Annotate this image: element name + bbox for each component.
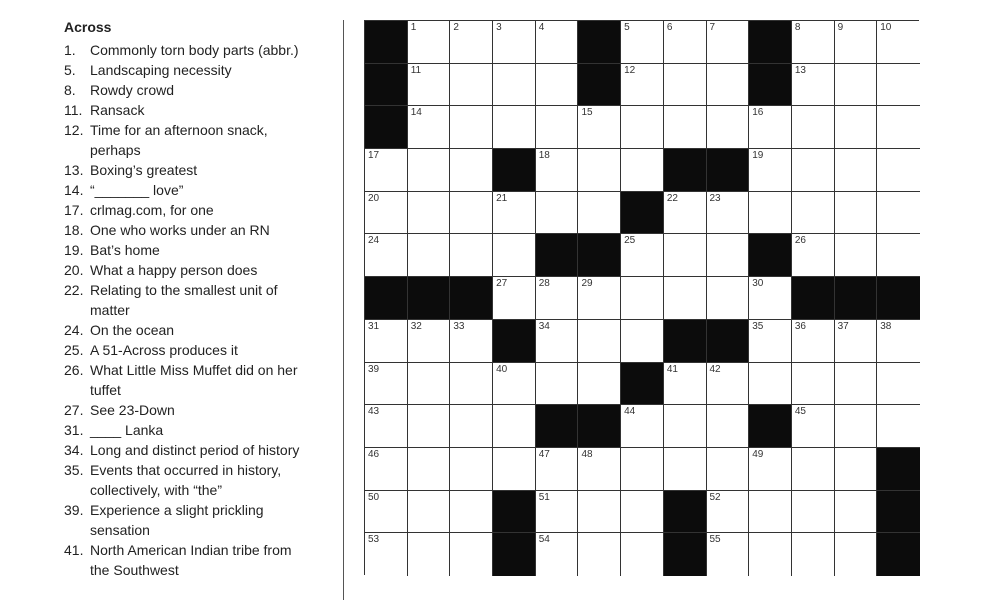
clue-text: On the ocean	[90, 322, 175, 338]
black-square	[664, 533, 707, 576]
grid-cell[interactable]	[408, 405, 451, 448]
clue-text: Bat’s home	[90, 242, 160, 258]
clue-number: 1.	[64, 42, 76, 58]
grid-cell[interactable]	[536, 106, 579, 149]
grid-cell[interactable]	[493, 277, 536, 320]
across-clue[interactable]	[64, 360, 334, 400]
clue-number: 18.	[64, 222, 84, 238]
black-square	[621, 192, 664, 235]
black-square	[621, 363, 664, 406]
black-square	[493, 320, 536, 363]
grid-cell[interactable]	[877, 234, 920, 277]
grid-cell[interactable]	[408, 320, 451, 363]
grid-cell[interactable]	[408, 192, 451, 235]
grid-cell[interactable]	[835, 234, 878, 277]
grid-cell[interactable]	[578, 192, 621, 235]
grid-cell[interactable]	[536, 192, 579, 235]
cell-number: 54	[538, 534, 550, 546]
grid-cell[interactable]	[749, 448, 792, 491]
grid-cell[interactable]	[450, 405, 493, 448]
grid-cell[interactable]	[365, 320, 408, 363]
cell-number: 9	[837, 22, 844, 33]
clue-number: 24.	[64, 322, 84, 338]
across-clue[interactable]	[64, 340, 334, 360]
grid-cell[interactable]	[664, 448, 707, 491]
grid-cell[interactable]	[365, 448, 408, 491]
grid-cell[interactable]	[749, 320, 792, 363]
grid-cell[interactable]	[578, 448, 621, 491]
black-square	[536, 234, 579, 277]
black-square	[749, 234, 792, 277]
grid-cell[interactable]	[536, 363, 579, 406]
black-square	[707, 149, 750, 192]
grid-cell[interactable]	[493, 234, 536, 277]
cell-number: 10	[880, 22, 892, 33]
grid-cell[interactable]	[621, 149, 664, 192]
across-clue[interactable]	[64, 420, 334, 440]
grid-cell[interactable]	[664, 277, 707, 320]
across-clue[interactable]	[64, 320, 334, 340]
grid-cell[interactable]	[536, 149, 579, 192]
grid-cell[interactable]	[835, 106, 878, 149]
across-clue[interactable]	[64, 220, 334, 240]
clue-number: 13.	[64, 162, 84, 178]
grid-cell[interactable]	[877, 192, 920, 235]
cell-number: 21	[496, 192, 508, 204]
grid-cell[interactable]	[835, 448, 878, 491]
grid-cell[interactable]	[450, 320, 493, 363]
grid-cell[interactable]	[835, 533, 878, 576]
clue-number: 31.	[64, 422, 84, 438]
grid-cell[interactable]	[792, 21, 835, 64]
grid-cell[interactable]	[450, 533, 493, 576]
grid-cell[interactable]	[835, 192, 878, 235]
grid-cell[interactable]	[493, 192, 536, 235]
cell-number: 22	[666, 192, 678, 204]
grid-cell[interactable]	[877, 106, 920, 149]
grid-cell[interactable]	[621, 491, 664, 534]
cell-number: 43	[368, 406, 380, 418]
cell-number: 52	[709, 491, 721, 503]
black-square	[536, 405, 579, 448]
cell-number: 17	[368, 150, 380, 162]
grid-cell[interactable]	[493, 21, 536, 64]
grid-cell[interactable]	[664, 405, 707, 448]
grid-cell[interactable]	[877, 320, 920, 363]
cell-number: 28	[538, 278, 550, 290]
across-heading: Across	[64, 19, 112, 35]
across-clue[interactable]	[64, 80, 334, 100]
clue-number: 14.	[64, 182, 84, 198]
grid-cell[interactable]	[707, 106, 750, 149]
black-square	[749, 21, 792, 64]
cell-number: 14	[410, 107, 422, 119]
grid-cell[interactable]	[792, 533, 835, 576]
clue-text: Rowdy crowd	[90, 82, 175, 98]
black-square	[578, 234, 621, 277]
cell-number: 13	[794, 64, 806, 76]
clue-text: A 51-Across produces it	[90, 342, 238, 358]
grid-cell[interactable]	[792, 448, 835, 491]
grid-cell[interactable]	[408, 234, 451, 277]
grid-cell[interactable]	[835, 64, 878, 107]
grid-cell[interactable]	[877, 149, 920, 192]
clue-text: See 23-Down	[90, 402, 175, 418]
grid-cell[interactable]	[365, 363, 408, 406]
clue-number: 22.	[64, 282, 84, 298]
grid-cell[interactable]	[536, 320, 579, 363]
grid-cell[interactable]	[450, 448, 493, 491]
grid-cell[interactable]	[749, 363, 792, 406]
clue-number: 8.	[64, 82, 76, 98]
grid-cell[interactable]	[749, 192, 792, 235]
grid-cell[interactable]	[877, 21, 920, 64]
across-clue[interactable]	[64, 460, 334, 500]
across-clues-panel	[64, 18, 334, 580]
clue-text: crlmag.com, for one	[90, 202, 214, 218]
grid-cell[interactable]	[749, 277, 792, 320]
black-square	[792, 277, 835, 320]
black-square	[877, 533, 920, 576]
grid-cell[interactable]	[408, 448, 451, 491]
grid-cell[interactable]	[664, 21, 707, 64]
across-clue[interactable]	[64, 40, 334, 60]
clue-number: 20.	[64, 262, 84, 278]
black-square	[450, 277, 493, 320]
grid-cell[interactable]	[536, 533, 579, 576]
black-square	[578, 64, 621, 107]
cell-number: 38	[880, 320, 892, 332]
grid-cell[interactable]	[792, 149, 835, 192]
grid-cell[interactable]	[450, 21, 493, 64]
grid-cell[interactable]	[621, 320, 664, 363]
grid-cell[interactable]	[749, 533, 792, 576]
cell-number: 16	[752, 107, 764, 119]
across-clue[interactable]	[64, 240, 334, 260]
black-square	[365, 21, 408, 64]
grid-cell[interactable]	[835, 21, 878, 64]
grid-cell[interactable]	[749, 491, 792, 534]
black-square	[877, 448, 920, 491]
black-square	[877, 277, 920, 320]
grid-cell[interactable]	[450, 106, 493, 149]
cell-number: 55	[709, 534, 721, 546]
clue-text: Time for an afternoon snack, perhaps	[90, 122, 268, 158]
cell-number: 47	[538, 448, 550, 460]
grid-cell[interactable]	[707, 405, 750, 448]
grid-cell[interactable]	[621, 405, 664, 448]
across-clue[interactable]	[64, 540, 334, 580]
grid-cell[interactable]	[621, 64, 664, 107]
grid-cell[interactable]	[493, 106, 536, 149]
black-square	[578, 21, 621, 64]
across-clue[interactable]	[64, 160, 334, 180]
clue-number: 17.	[64, 202, 84, 218]
grid-cell[interactable]	[621, 106, 664, 149]
cell-number: 41	[666, 363, 678, 375]
cell-number: 4	[538, 22, 545, 33]
grid-cell[interactable]	[450, 491, 493, 534]
grid-cell[interactable]	[578, 533, 621, 576]
clue-number: 5.	[64, 62, 76, 78]
crossword-grid	[364, 20, 919, 575]
grid-cell[interactable]	[792, 405, 835, 448]
grid-cell[interactable]	[365, 149, 408, 192]
grid-cell[interactable]	[877, 64, 920, 107]
clue-text: Events that occurred in history, collectively, with “the”	[90, 462, 282, 498]
grid-cell[interactable]	[664, 64, 707, 107]
cell-number: 25	[624, 235, 636, 247]
grid-cell[interactable]	[408, 363, 451, 406]
cell-number: 40	[496, 363, 508, 375]
grid-cell[interactable]	[578, 277, 621, 320]
grid-cell[interactable]	[835, 363, 878, 406]
grid-cell[interactable]	[707, 363, 750, 406]
grid-cell[interactable]	[792, 491, 835, 534]
black-square	[365, 106, 408, 149]
grid-cell[interactable]	[536, 64, 579, 107]
grid-cell[interactable]	[877, 405, 920, 448]
grid-cell[interactable]	[493, 448, 536, 491]
cell-number: 33	[453, 320, 465, 332]
grid-cell[interactable]	[450, 149, 493, 192]
cell-number: 30	[752, 278, 764, 290]
across-clue[interactable]	[64, 120, 334, 160]
clue-text: “_______ love”	[90, 182, 184, 198]
grid-cell[interactable]	[621, 234, 664, 277]
grid-cell[interactable]	[621, 277, 664, 320]
black-square	[749, 64, 792, 107]
across-clue-list	[64, 40, 334, 580]
grid-cell[interactable]	[835, 320, 878, 363]
grid-cell[interactable]	[408, 21, 451, 64]
cell-number: 36	[794, 320, 806, 332]
cell-number: 34	[538, 320, 550, 332]
black-square	[664, 149, 707, 192]
cell-number: 42	[709, 363, 721, 375]
clue-number: 39.	[64, 502, 84, 518]
black-square	[493, 491, 536, 534]
grid-cell[interactable]	[365, 234, 408, 277]
cell-number: 31	[368, 320, 380, 332]
clue-text: What Little Miss Muffet did on her tuffet	[90, 362, 298, 398]
black-square	[664, 320, 707, 363]
across-clue[interactable]	[64, 440, 334, 460]
clue-text: Relating to the smallest unit of matter	[90, 282, 278, 318]
clue-text: Commonly torn body parts (abbr.)	[90, 42, 299, 58]
grid-cell[interactable]	[835, 405, 878, 448]
grid-cell[interactable]	[450, 192, 493, 235]
cell-number: 24	[368, 235, 380, 247]
clue-text: Boxing’s greatest	[90, 162, 198, 178]
black-square	[493, 533, 536, 576]
grid-cell[interactable]	[835, 491, 878, 534]
grid-cell[interactable]	[578, 363, 621, 406]
cell-number: 51	[538, 491, 550, 503]
grid-cell[interactable]	[621, 21, 664, 64]
clue-number: 12.	[64, 122, 84, 138]
grid-cell[interactable]	[365, 192, 408, 235]
cell-number: 32	[410, 320, 422, 332]
clue-text: Experience a slight prickling sensation	[90, 502, 264, 538]
grid-cell[interactable]	[707, 64, 750, 107]
grid-cell[interactable]	[707, 234, 750, 277]
clue-text: North American Indian tribe from the Southwest	[90, 542, 292, 578]
panel-divider	[343, 20, 344, 600]
clue-number: 35.	[64, 462, 84, 478]
black-square	[877, 491, 920, 534]
cell-number: 7	[709, 22, 716, 33]
grid-cell[interactable]	[792, 106, 835, 149]
grid-cell[interactable]	[664, 363, 707, 406]
grid-cell[interactable]	[664, 234, 707, 277]
grid-cell[interactable]	[707, 192, 750, 235]
cell-number: 50	[368, 491, 380, 503]
cell-number: 11	[410, 64, 422, 76]
black-square	[365, 64, 408, 107]
cell-number: 49	[752, 448, 764, 460]
cell-number: 37	[837, 320, 849, 332]
clue-text: ____ Lanka	[90, 422, 164, 438]
cell-number: 48	[581, 448, 593, 460]
grid-cell[interactable]	[408, 64, 451, 107]
cell-number: 29	[581, 278, 593, 290]
cell-number: 44	[624, 406, 636, 418]
grid-cell[interactable]	[835, 149, 878, 192]
grid-cell[interactable]	[408, 533, 451, 576]
across-clue[interactable]	[64, 180, 334, 200]
cell-number: 15	[581, 107, 593, 119]
grid-cell[interactable]	[365, 533, 408, 576]
grid-cell[interactable]	[408, 491, 451, 534]
across-clue[interactable]	[64, 280, 334, 320]
grid-cell[interactable]	[749, 106, 792, 149]
clue-number: 19.	[64, 242, 84, 258]
across-clue[interactable]	[64, 60, 334, 80]
black-square	[408, 277, 451, 320]
grid-cell[interactable]	[792, 192, 835, 235]
clue-number: 41.	[64, 542, 84, 558]
grid-cell[interactable]	[450, 363, 493, 406]
grid-cell[interactable]	[493, 405, 536, 448]
clue-text: What a happy person does	[90, 262, 258, 278]
grid-cell[interactable]	[707, 448, 750, 491]
cell-number: 53	[368, 534, 380, 546]
grid-cell[interactable]	[536, 21, 579, 64]
grid-cell[interactable]	[493, 64, 536, 107]
grid-cell[interactable]	[578, 149, 621, 192]
grid-cell[interactable]	[707, 21, 750, 64]
across-clue[interactable]	[64, 100, 334, 120]
cell-number: 46	[368, 448, 380, 460]
cell-number: 45	[794, 406, 806, 418]
grid-cell[interactable]	[408, 149, 451, 192]
grid-cell[interactable]	[621, 448, 664, 491]
cell-number: 26	[794, 235, 806, 247]
clue-text: Ransack	[90, 102, 145, 118]
cell-number: 5	[624, 22, 630, 33]
grid-cell[interactable]	[707, 491, 750, 534]
cell-number: 1	[410, 22, 417, 33]
grid-cell[interactable]	[450, 64, 493, 107]
cell-number: 2	[453, 22, 459, 33]
across-clue[interactable]	[64, 260, 334, 280]
black-square	[493, 149, 536, 192]
grid-cell[interactable]	[877, 363, 920, 406]
grid-cell[interactable]	[664, 106, 707, 149]
across-clue[interactable]	[64, 500, 334, 540]
clue-number: 26.	[64, 362, 84, 378]
black-square	[749, 405, 792, 448]
grid-cell[interactable]	[707, 533, 750, 576]
black-square	[365, 277, 408, 320]
clue-number: 25.	[64, 342, 84, 358]
clue-text: One who works under an RN	[90, 222, 270, 238]
grid-cell[interactable]	[365, 491, 408, 534]
cell-number: 35	[752, 320, 764, 332]
grid-cell[interactable]	[536, 277, 579, 320]
clue-number: 11.	[64, 102, 83, 118]
black-square	[664, 491, 707, 534]
grid-cell[interactable]	[792, 234, 835, 277]
grid-cell[interactable]	[408, 106, 451, 149]
clue-text: Long and distinct period of history	[90, 442, 300, 458]
black-square	[835, 277, 878, 320]
black-square	[578, 405, 621, 448]
clue-number: 34.	[64, 442, 84, 458]
cell-number: 8	[794, 22, 801, 33]
clue-number: 27.	[64, 402, 84, 418]
cell-number: 6	[666, 22, 673, 33]
cell-number: 39	[368, 363, 380, 375]
grid-cell[interactable]	[664, 192, 707, 235]
grid-cell[interactable]	[749, 149, 792, 192]
cell-number: 18	[538, 150, 550, 162]
grid-cell[interactable]	[792, 363, 835, 406]
across-clue[interactable]	[64, 400, 334, 420]
grid-cell[interactable]	[365, 405, 408, 448]
grid-cell[interactable]	[536, 491, 579, 534]
grid-cell[interactable]	[578, 320, 621, 363]
cell-number: 20	[368, 192, 380, 204]
cell-number: 19	[752, 150, 764, 162]
grid-cell[interactable]	[621, 533, 664, 576]
grid-cell[interactable]	[578, 491, 621, 534]
grid-cell[interactable]	[792, 320, 835, 363]
across-clue[interactable]	[64, 200, 334, 220]
black-square	[707, 320, 750, 363]
cell-number: 12	[624, 64, 636, 76]
grid-cell[interactable]	[707, 277, 750, 320]
cell-number: 23	[709, 192, 721, 204]
cell-number: 27	[496, 278, 508, 290]
grid-cell[interactable]	[536, 448, 579, 491]
grid-cell[interactable]	[578, 106, 621, 149]
grid-cell[interactable]	[792, 64, 835, 107]
clue-text: Landscaping necessity	[90, 62, 232, 78]
grid-cell[interactable]	[450, 234, 493, 277]
cell-number: 3	[496, 22, 502, 33]
grid-cell[interactable]	[493, 363, 536, 406]
